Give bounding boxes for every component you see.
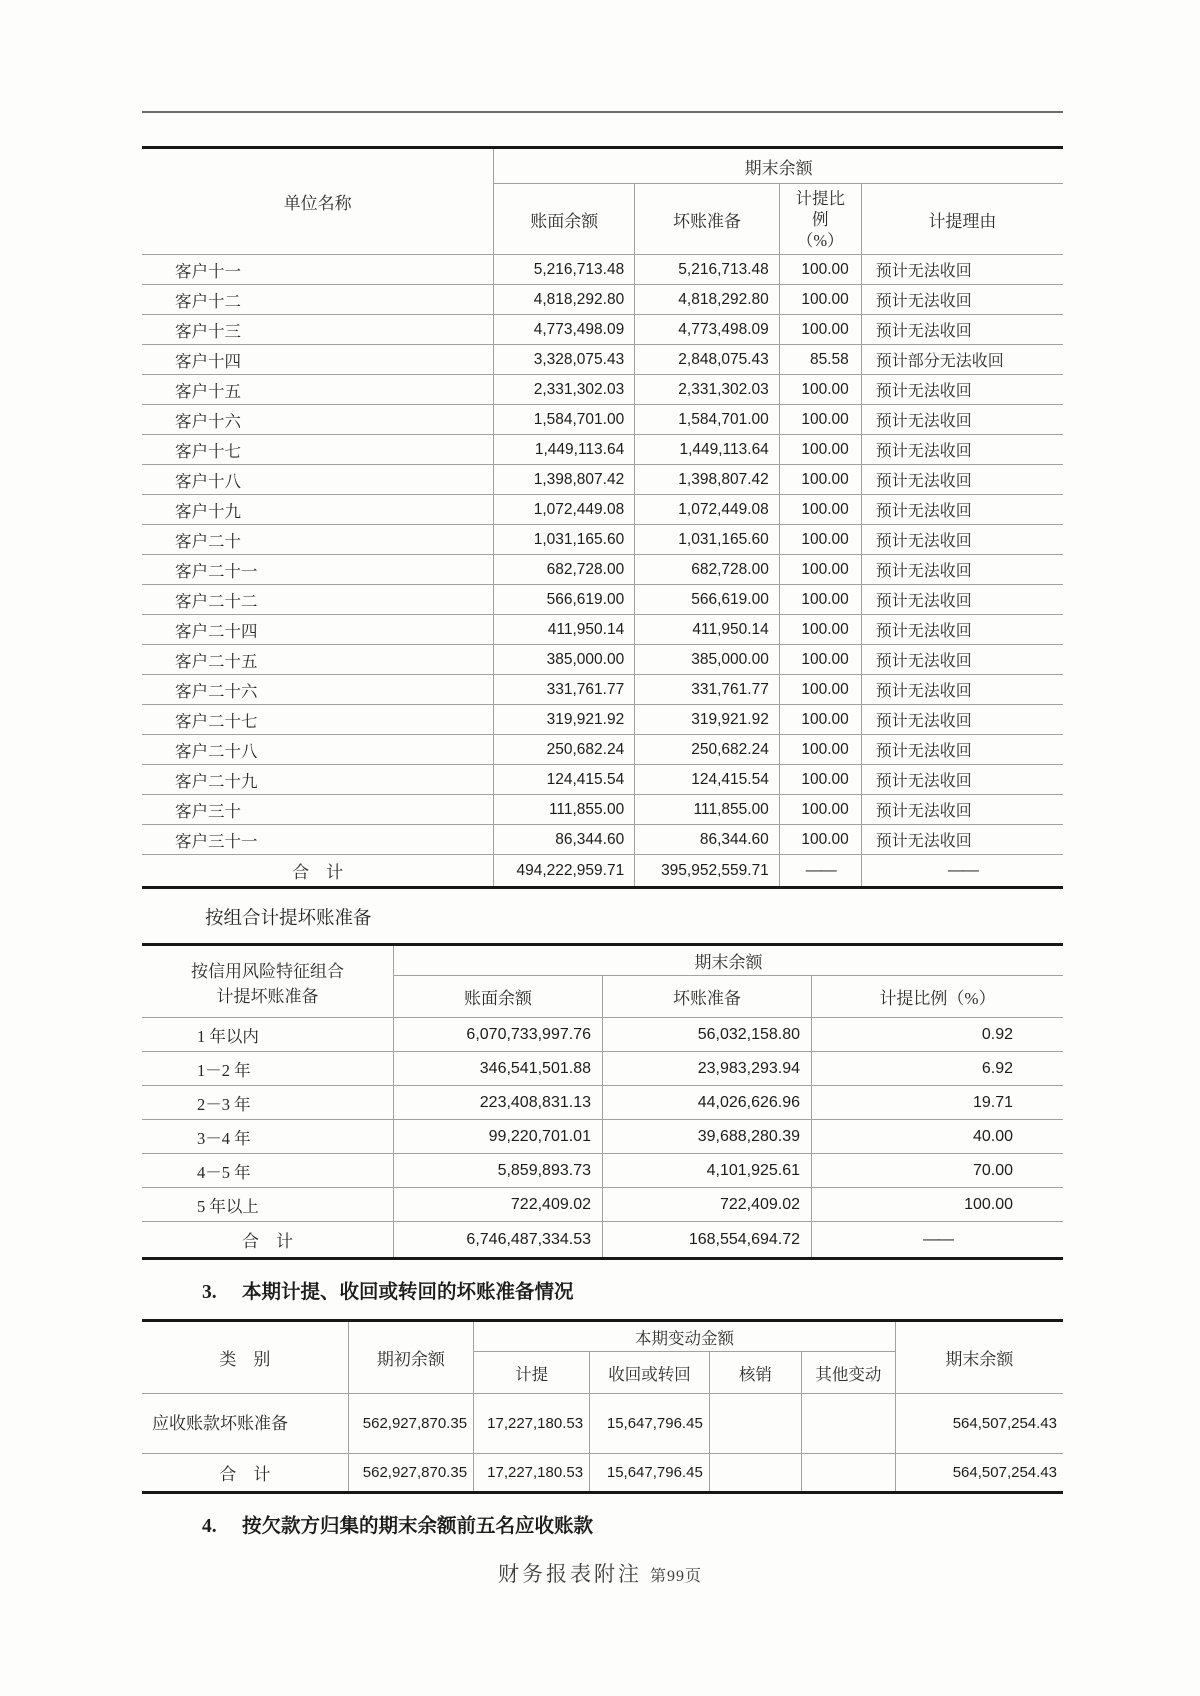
provision-ratio-cell: 100.00 xyxy=(779,495,861,525)
customer-row xyxy=(142,615,1063,645)
total-other-cell xyxy=(801,1454,895,1492)
customer-row xyxy=(142,555,1063,585)
customer-row xyxy=(142,465,1063,495)
book-balance-cell: 1,072,449.08 xyxy=(494,495,635,525)
aging-band-cell: 1－2 年 xyxy=(142,1052,393,1086)
provision-amount-cell: 566,619.00 xyxy=(635,585,780,615)
provision-amount-cell: 39,688,280.39 xyxy=(602,1120,811,1154)
total-book-balance-cell: 494,222,959.71 xyxy=(494,855,635,887)
page-content xyxy=(142,0,1063,1553)
total-ratio-dash-cell: —— xyxy=(779,855,861,887)
customer-name-cell: 客户二十九 xyxy=(142,765,494,795)
table3-body xyxy=(142,1394,1063,1454)
total-book-balance-cell: 6,746,487,334.53 xyxy=(393,1222,602,1258)
provision-amount-cell: 1,449,113.64 xyxy=(635,435,780,465)
customer-name-cell: 客户二十七 xyxy=(142,705,494,735)
customer-row xyxy=(142,345,1063,375)
book-balance-cell: 5,216,713.48 xyxy=(494,255,635,285)
provision-ratio-cell: 100.00 xyxy=(779,555,861,585)
customer-name-cell: 客户十九 xyxy=(142,495,494,525)
col-header-portfolio xyxy=(142,946,393,1018)
book-balance-cell: 86,344.60 xyxy=(494,825,635,855)
customer-row xyxy=(142,495,1063,525)
portfolio-header-line2: 计提坏账准备 xyxy=(216,986,319,1006)
col-header-opening-balance: 期初余额 xyxy=(348,1322,473,1394)
provision-reason-cell: 预计无法收回 xyxy=(861,435,1063,465)
customer-name-cell: 客户二十五 xyxy=(142,645,494,675)
accrual-cell: 17,227,180.53 xyxy=(474,1394,590,1454)
provision-amount-cell: 1,398,807.42 xyxy=(635,465,780,495)
col-header-provision-ratio: 计提比例（%） xyxy=(812,976,1063,1018)
provision-movement-table xyxy=(142,1319,1063,1494)
book-balance-cell: 99,220,701.01 xyxy=(393,1120,602,1154)
book-balance-cell: 566,619.00 xyxy=(494,585,635,615)
footer-doc-title: 财务报表附注 xyxy=(497,1562,642,1586)
col-header-closing-balance: 期末余额 xyxy=(895,1322,1063,1394)
book-balance-cell: 682,728.00 xyxy=(494,555,635,585)
col-header-provision-ratio xyxy=(779,184,861,255)
customer-name-cell: 客户十一 xyxy=(142,255,494,285)
table3-total-row xyxy=(142,1454,1063,1492)
provision-amount-cell: 2,331,302.03 xyxy=(635,375,780,405)
customer-row xyxy=(142,285,1063,315)
ratio-header-line2: 例 xyxy=(812,209,829,229)
provision-reason-cell: 预计无法收回 xyxy=(861,645,1063,675)
provision-amount-cell: 4,101,925.61 xyxy=(602,1154,811,1188)
col-header-accrual: 计提 xyxy=(474,1352,590,1394)
total-label-cell: 合 计 xyxy=(142,1222,393,1258)
provision-amount-cell: 124,415.54 xyxy=(635,765,780,795)
provision-ratio-cell: 100.00 xyxy=(779,675,861,705)
book-balance-cell: 411,950.14 xyxy=(494,615,635,645)
provision-amount-cell: 1,584,701.00 xyxy=(635,405,780,435)
provision-ratio-cell: 100.00 xyxy=(779,705,861,735)
customer-row xyxy=(142,645,1063,675)
customer-name-cell: 客户二十四 xyxy=(142,615,494,645)
book-balance-cell: 331,761.77 xyxy=(494,675,635,705)
customer-row xyxy=(142,585,1063,615)
provision-amount-cell: 1,031,165.60 xyxy=(635,525,780,555)
customer-row xyxy=(142,375,1063,405)
col-header-other-change: 其他变动 xyxy=(801,1352,895,1394)
provision-amount-cell: 2,848,075.43 xyxy=(635,345,780,375)
provision-ratio-cell: 100.00 xyxy=(779,615,861,645)
table1-body xyxy=(142,255,1063,855)
provision-ratio-cell: 100.00 xyxy=(779,825,861,855)
customer-row xyxy=(142,795,1063,825)
provision-reason-cell: 预计无法收回 xyxy=(861,825,1063,855)
provision-reason-cell: 预计无法收回 xyxy=(861,675,1063,705)
customer-row xyxy=(142,735,1063,765)
provision-reason-cell: 预计无法收回 xyxy=(861,615,1063,645)
book-balance-cell: 124,415.54 xyxy=(494,765,635,795)
section-3-title: 本期计提、收回或转回的坏账准备情况 xyxy=(242,1282,574,1303)
customer-row xyxy=(142,765,1063,795)
aging-row xyxy=(142,1120,1063,1154)
provision-amount-cell: 44,026,626.96 xyxy=(602,1086,811,1120)
provision-reason-cell: 预计无法收回 xyxy=(861,705,1063,735)
provision-ratio-cell: 100.00 xyxy=(779,525,861,555)
aging-band-cell: 1 年以内 xyxy=(142,1018,393,1052)
table2-total-section xyxy=(142,1222,1063,1258)
total-reason-dash-cell: —— xyxy=(861,855,1063,887)
provision-ratio-cell: 19.71 xyxy=(812,1086,1063,1120)
customer-name-cell: 客户二十八 xyxy=(142,735,494,765)
provision-ratio-cell: 100.00 xyxy=(779,585,861,615)
section-3-heading xyxy=(142,1276,1063,1304)
customer-name-cell: 客户二十一 xyxy=(142,555,494,585)
customer-name-cell: 客户十五 xyxy=(142,375,494,405)
provision-reason-cell: 预计无法收回 xyxy=(861,525,1063,555)
provision-ratio-cell: 100.00 xyxy=(779,645,861,675)
provision-amount-cell: 4,773,498.09 xyxy=(635,315,780,345)
bad-debt-by-customer-table xyxy=(142,146,1063,889)
customer-row xyxy=(142,405,1063,435)
provision-amount-cell: 331,761.77 xyxy=(635,675,780,705)
book-balance-cell: 2,331,302.03 xyxy=(494,375,635,405)
book-balance-cell: 385,000.00 xyxy=(494,645,635,675)
book-balance-cell: 5,859,893.73 xyxy=(393,1154,602,1188)
provision-amount-cell: 385,000.00 xyxy=(635,645,780,675)
table2-body xyxy=(142,1018,1063,1222)
ratio-header-line3: （%） xyxy=(796,230,844,250)
book-balance-cell: 4,818,292.80 xyxy=(494,285,635,315)
total-label-cell: 合 计 xyxy=(142,855,494,887)
aging-band-cell: 2－3 年 xyxy=(142,1086,393,1120)
provision-ratio-cell: 85.58 xyxy=(779,345,861,375)
table1-total-section xyxy=(142,855,1063,887)
customer-name-cell: 客户二十二 xyxy=(142,585,494,615)
provision-reason-cell: 预计无法收回 xyxy=(861,795,1063,825)
provision-reason-cell: 预计无法收回 xyxy=(861,735,1063,765)
provision-amount-cell: 23,983,293.94 xyxy=(602,1052,811,1086)
provision-reason-cell: 预计无法收回 xyxy=(861,285,1063,315)
book-balance-cell: 4,773,498.09 xyxy=(494,315,635,345)
provision-amount-cell: 682,728.00 xyxy=(635,555,780,585)
provision-amount-cell: 411,950.14 xyxy=(635,615,780,645)
total-provision-cell: 168,554,694.72 xyxy=(602,1222,811,1258)
customer-row xyxy=(142,255,1063,285)
customer-name-cell: 客户十七 xyxy=(142,435,494,465)
closing-balance-cell: 564,507,254.43 xyxy=(895,1394,1063,1454)
provision-ratio-cell: 100.00 xyxy=(779,465,861,495)
table1-total-row xyxy=(142,855,1063,887)
aging-row xyxy=(142,1188,1063,1222)
provision-ratio-cell: 0.92 xyxy=(812,1018,1063,1052)
provision-amount-cell: 722,409.02 xyxy=(602,1188,811,1222)
provision-amount-cell: 56,032,158.80 xyxy=(602,1018,811,1052)
provision-reason-cell: 预计无法收回 xyxy=(861,375,1063,405)
aging-row xyxy=(142,1018,1063,1052)
section-4-number: 4. xyxy=(202,1516,217,1537)
aging-band-cell: 3－4 年 xyxy=(142,1120,393,1154)
provision-ratio-cell: 100.00 xyxy=(779,285,861,315)
section-4-heading xyxy=(142,1510,1063,1538)
provision-reason-cell: 预计无法收回 xyxy=(861,405,1063,435)
customer-row xyxy=(142,315,1063,345)
provision-ratio-cell: 100.00 xyxy=(779,255,861,285)
writeoff-cell xyxy=(709,1394,801,1454)
aging-row xyxy=(142,1052,1063,1086)
book-balance-cell: 346,541,501.88 xyxy=(393,1052,602,1086)
customer-name-cell: 客户二十六 xyxy=(142,675,494,705)
book-balance-cell: 6,070,733,997.76 xyxy=(393,1018,602,1052)
book-balance-cell: 1,398,807.42 xyxy=(494,465,635,495)
provision-amount-cell: 250,682.24 xyxy=(635,735,780,765)
col-header-period-change: 本期变动金额 xyxy=(474,1322,896,1352)
provision-amount-cell: 5,216,713.48 xyxy=(635,255,780,285)
total-recovery-cell: 15,647,796.45 xyxy=(590,1454,710,1492)
total-opening-cell: 562,927,870.35 xyxy=(348,1454,473,1492)
col-header-writeoff: 核销 xyxy=(709,1352,801,1394)
col-header-recovery: 收回或转回 xyxy=(590,1352,710,1394)
category-cell: 应收账款坏账准备 xyxy=(142,1394,348,1454)
page-footer xyxy=(0,1558,1200,1588)
provision-ratio-cell: 100.00 xyxy=(779,435,861,465)
provision-reason-cell: 预计无法收回 xyxy=(861,765,1063,795)
book-balance-cell: 111,855.00 xyxy=(494,795,635,825)
movement-row xyxy=(142,1394,1063,1454)
customer-name-cell: 客户二十 xyxy=(142,525,494,555)
book-balance-cell: 1,584,701.00 xyxy=(494,405,635,435)
provision-amount-cell: 1,072,449.08 xyxy=(635,495,780,525)
footer-page-number: 第99页 xyxy=(649,1568,702,1585)
customer-name-cell: 客户十八 xyxy=(142,465,494,495)
customer-name-cell: 客户十三 xyxy=(142,315,494,345)
table3-header xyxy=(142,1322,1063,1394)
book-balance-cell: 1,031,165.60 xyxy=(494,525,635,555)
ratio-header-line1: 计提比 xyxy=(795,188,846,208)
provision-reason-cell: 预计无法收回 xyxy=(861,315,1063,345)
aging-band-cell: 4－5 年 xyxy=(142,1154,393,1188)
provision-amount-cell: 4,818,292.80 xyxy=(635,285,780,315)
book-balance-cell: 223,408,831.13 xyxy=(393,1086,602,1120)
provision-amount-cell: 86,344.60 xyxy=(635,825,780,855)
opening-balance-cell: 562,927,870.35 xyxy=(348,1394,473,1454)
customer-row xyxy=(142,435,1063,465)
table2-header xyxy=(142,946,1063,1018)
customer-row xyxy=(142,825,1063,855)
other-change-cell xyxy=(801,1394,895,1454)
provision-ratio-cell: 100.00 xyxy=(812,1188,1063,1222)
book-balance-cell: 250,682.24 xyxy=(494,735,635,765)
customer-name-cell: 客户十六 xyxy=(142,405,494,435)
book-balance-cell: 1,449,113.64 xyxy=(494,435,635,465)
provision-ratio-cell: 100.00 xyxy=(779,795,861,825)
aging-band-cell: 5 年以上 xyxy=(142,1188,393,1222)
provision-ratio-cell: 100.00 xyxy=(779,405,861,435)
aging-row xyxy=(142,1154,1063,1188)
customer-name-cell: 客户十二 xyxy=(142,285,494,315)
provision-amount-cell: 319,921.92 xyxy=(635,705,780,735)
customer-name-cell: 客户三十一 xyxy=(142,825,494,855)
group-provision-section-title: 按组合计提坏账准备 xyxy=(205,909,372,929)
col-header-book-balance: 账面余额 xyxy=(494,184,635,255)
total-label-cell: 合 计 xyxy=(142,1454,348,1492)
book-balance-cell: 722,409.02 xyxy=(393,1188,602,1222)
col-header-provision-reason: 计提理由 xyxy=(861,184,1063,255)
provision-ratio-cell: 100.00 xyxy=(779,735,861,765)
col-header-period-end-balance: 期末余额 xyxy=(494,149,1063,184)
total-closing-cell: 564,507,254.43 xyxy=(895,1454,1063,1492)
customer-row xyxy=(142,675,1063,705)
col-header-provision: 坏账准备 xyxy=(635,184,780,255)
book-balance-cell: 319,921.92 xyxy=(494,705,635,735)
provision-ratio-cell: 100.00 xyxy=(779,765,861,795)
aging-row xyxy=(142,1086,1063,1120)
table3-total-section xyxy=(142,1454,1063,1492)
bad-debt-by-portfolio-table xyxy=(142,943,1063,1260)
provision-reason-cell: 预计无法收回 xyxy=(861,555,1063,585)
col-header-period-end-balance: 期末余额 xyxy=(393,946,1063,976)
section-3-number: 3. xyxy=(202,1282,217,1303)
provision-reason-cell: 预计无法收回 xyxy=(861,465,1063,495)
provision-ratio-cell: 40.00 xyxy=(812,1120,1063,1154)
customer-name-cell: 客户三十 xyxy=(142,795,494,825)
book-balance-cell: 3,328,075.43 xyxy=(494,345,635,375)
table1-header xyxy=(142,149,1063,255)
section-4-title: 按欠款方归集的期末余额前五名应收账款 xyxy=(242,1516,594,1537)
provision-reason-cell: 预计部分无法收回 xyxy=(861,345,1063,375)
total-accrual-cell: 17,227,180.53 xyxy=(474,1454,590,1492)
header-divider-rule xyxy=(142,111,1063,113)
table2-total-row xyxy=(142,1222,1063,1258)
customer-row xyxy=(142,705,1063,735)
provision-ratio-cell: 100.00 xyxy=(779,315,861,345)
total-writeoff-cell xyxy=(709,1454,801,1492)
col-header-book-balance: 账面余额 xyxy=(393,976,602,1018)
total-ratio-dash-cell: —— xyxy=(812,1222,1063,1258)
provision-ratio-cell: 6.92 xyxy=(812,1052,1063,1086)
provision-ratio-cell: 70.00 xyxy=(812,1154,1063,1188)
portfolio-header-line1: 按信用风险特征组合 xyxy=(190,961,344,981)
provision-reason-cell: 预计无法收回 xyxy=(861,585,1063,615)
col-header-category: 类 别 xyxy=(142,1322,348,1394)
provision-ratio-cell: 100.00 xyxy=(779,375,861,405)
total-provision-cell: 395,952,559.71 xyxy=(635,855,780,887)
provision-reason-cell: 预计无法收回 xyxy=(861,255,1063,285)
provision-reason-cell: 预计无法收回 xyxy=(861,495,1063,525)
col-header-unit-name: 单位名称 xyxy=(142,149,494,255)
recovery-cell: 15,647,796.45 xyxy=(590,1394,710,1454)
provision-amount-cell: 111,855.00 xyxy=(635,795,780,825)
col-header-provision: 坏账准备 xyxy=(602,976,811,1018)
customer-name-cell: 客户十四 xyxy=(142,345,494,375)
customer-row xyxy=(142,525,1063,555)
